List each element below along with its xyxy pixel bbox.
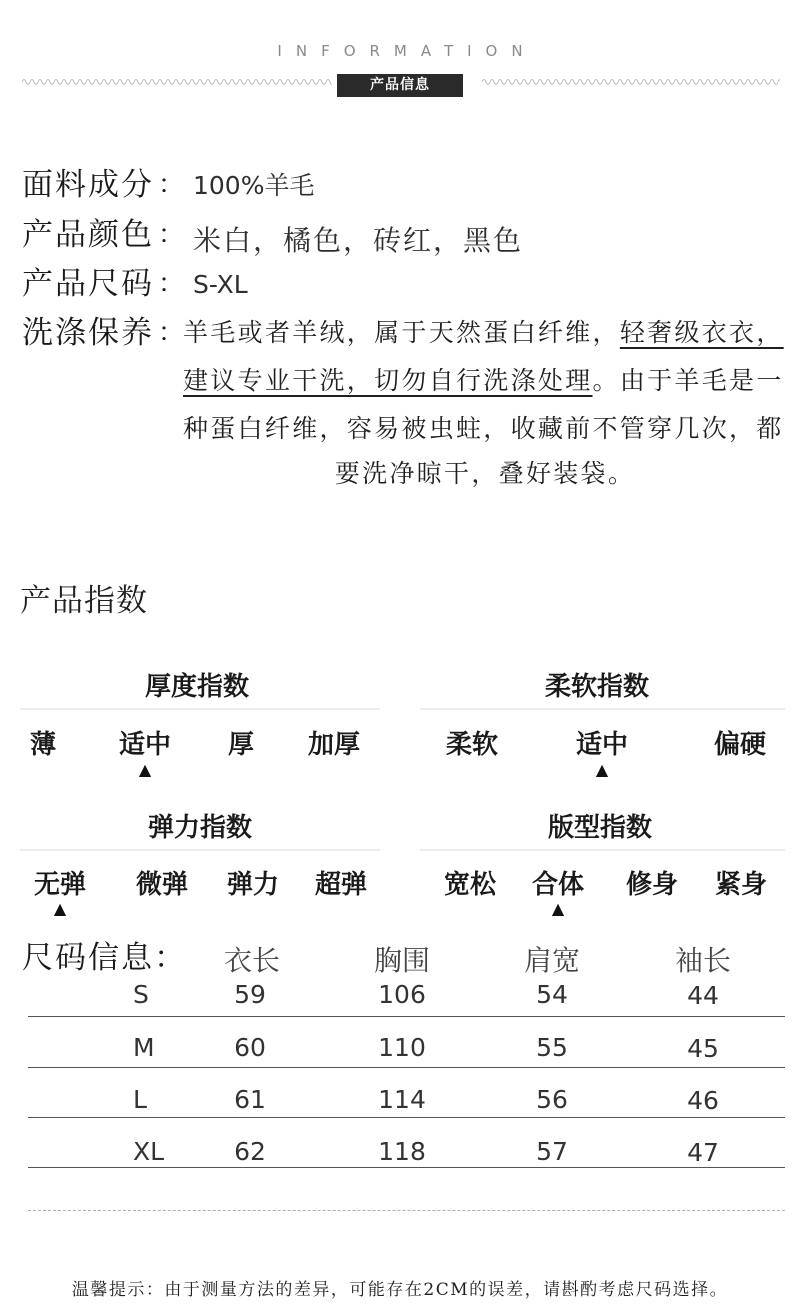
selected-marker-icon: ▲	[551, 899, 565, 918]
elasticity-index	[0, 813, 400, 923]
section-badge: 产品信息	[337, 74, 463, 97]
index-option: 无弹	[33, 870, 87, 900]
value-cell: 106	[378, 980, 426, 1009]
index-option: 适中	[118, 730, 172, 760]
column-header: 胸围	[373, 944, 430, 977]
care-text-underlined: 建议专业干洗，切勿自行洗涤处理	[183, 366, 593, 395]
size-cell: M	[133, 1033, 155, 1062]
index-option: 厚	[227, 730, 255, 760]
fabric-label: 面料成分	[22, 167, 154, 203]
index-divider	[420, 849, 785, 851]
selected-marker-icon: ▲	[595, 760, 609, 779]
index-title: 弹力指数	[147, 813, 253, 843]
index-title: 厚度指数	[144, 672, 250, 702]
index-option: 超弹	[314, 870, 368, 900]
index-divider	[20, 849, 380, 851]
care-text-plain: 羊毛或者羊绒，属于天然蛋白纤维，	[183, 318, 620, 347]
value-cell: 54	[536, 980, 568, 1009]
value-cell: 46	[687, 1086, 719, 1115]
care-text-line-1	[183, 315, 787, 351]
index-option: 弹力	[226, 870, 280, 900]
value-cell: 59	[234, 980, 266, 1009]
selected-marker-icon: ▲	[138, 760, 152, 779]
index-divider	[20, 708, 380, 710]
value-cell: 61	[234, 1085, 266, 1114]
size-cell: L	[133, 1085, 147, 1114]
size-range-label: 产品尺码	[22, 266, 154, 302]
value-cell: 114	[378, 1085, 426, 1114]
english-section-title: INFORMATION	[277, 42, 537, 60]
index-option: 紧身	[714, 870, 768, 900]
row-divider	[28, 1117, 785, 1118]
thickness-index	[0, 672, 400, 782]
softness-index	[400, 672, 800, 782]
care-label: 洗涤保养	[22, 315, 154, 351]
column-header: 衣长	[223, 944, 280, 977]
table-row	[0, 980, 800, 1010]
value-cell: 55	[536, 1033, 568, 1062]
selected-marker-icon: ▲	[53, 899, 67, 918]
size-cell: S	[133, 980, 149, 1009]
care-text-plain: 。由于羊毛是一	[592, 366, 784, 395]
index-option: 宽松	[443, 870, 497, 900]
color-colon: ：	[157, 220, 184, 250]
care-text-line-3: 种蛋白纤维，容易被虫蛀，收藏前不管穿几次，都	[183, 414, 784, 443]
size-range-value: S-XL	[193, 270, 248, 299]
value-cell: 60	[234, 1033, 266, 1062]
index-option: 适中	[575, 730, 629, 760]
table-row	[0, 1033, 800, 1063]
column-header: 袖长	[674, 944, 731, 977]
measurement-note: 温馨提示：由于测量方法的差异，可能存在2CM的误差，请斟酌考虑尺码选择。	[71, 1280, 729, 1300]
row-divider	[28, 1167, 785, 1168]
index-option: 偏硬	[713, 730, 767, 760]
value-cell: 47	[687, 1138, 719, 1167]
color-label: 产品颜色	[22, 217, 154, 253]
row-divider	[28, 1067, 785, 1068]
right-wave-divider	[482, 76, 780, 85]
value-cell: 57	[536, 1137, 568, 1166]
care-colon: ：	[157, 318, 184, 348]
index-option: 合体	[531, 870, 585, 900]
index-option: 微弹	[135, 870, 189, 900]
index-option: 修身	[625, 870, 679, 900]
fabric-value: 100%羊毛	[193, 171, 315, 200]
size-cell: XL	[133, 1137, 165, 1166]
indices-title: 产品指数	[20, 583, 148, 619]
table-row	[0, 1085, 800, 1115]
value-cell: 62	[234, 1137, 266, 1166]
row-divider	[28, 1016, 785, 1017]
color-value: 米白，橘色，砖红，黑色	[193, 224, 524, 257]
value-cell: 44	[687, 981, 719, 1010]
index-divider	[420, 708, 785, 710]
index-option: 薄	[29, 730, 57, 760]
dashed-divider	[28, 1210, 785, 1211]
table-row	[0, 1137, 800, 1167]
index-option: 加厚	[307, 730, 361, 760]
value-cell: 110	[378, 1033, 426, 1062]
fit-index	[400, 813, 800, 923]
value-cell: 118	[378, 1137, 426, 1166]
index-title: 柔软指数	[544, 672, 650, 702]
left-wave-divider	[22, 76, 332, 85]
care-text-line-2	[183, 363, 787, 399]
size-table-title: 尺码信息：	[22, 940, 187, 976]
value-cell: 56	[536, 1085, 568, 1114]
care-text-line-4: 要洗净晾干，叠好装袋。	[334, 459, 636, 488]
fabric-colon: ：	[157, 170, 184, 200]
index-option: 柔软	[445, 730, 499, 760]
value-cell: 45	[687, 1034, 719, 1063]
care-text-underlined: 轻奢级衣衣，	[619, 318, 784, 347]
size-range-colon: ：	[157, 269, 184, 299]
column-header: 肩宽	[523, 944, 580, 977]
index-title: 版型指数	[547, 813, 653, 843]
